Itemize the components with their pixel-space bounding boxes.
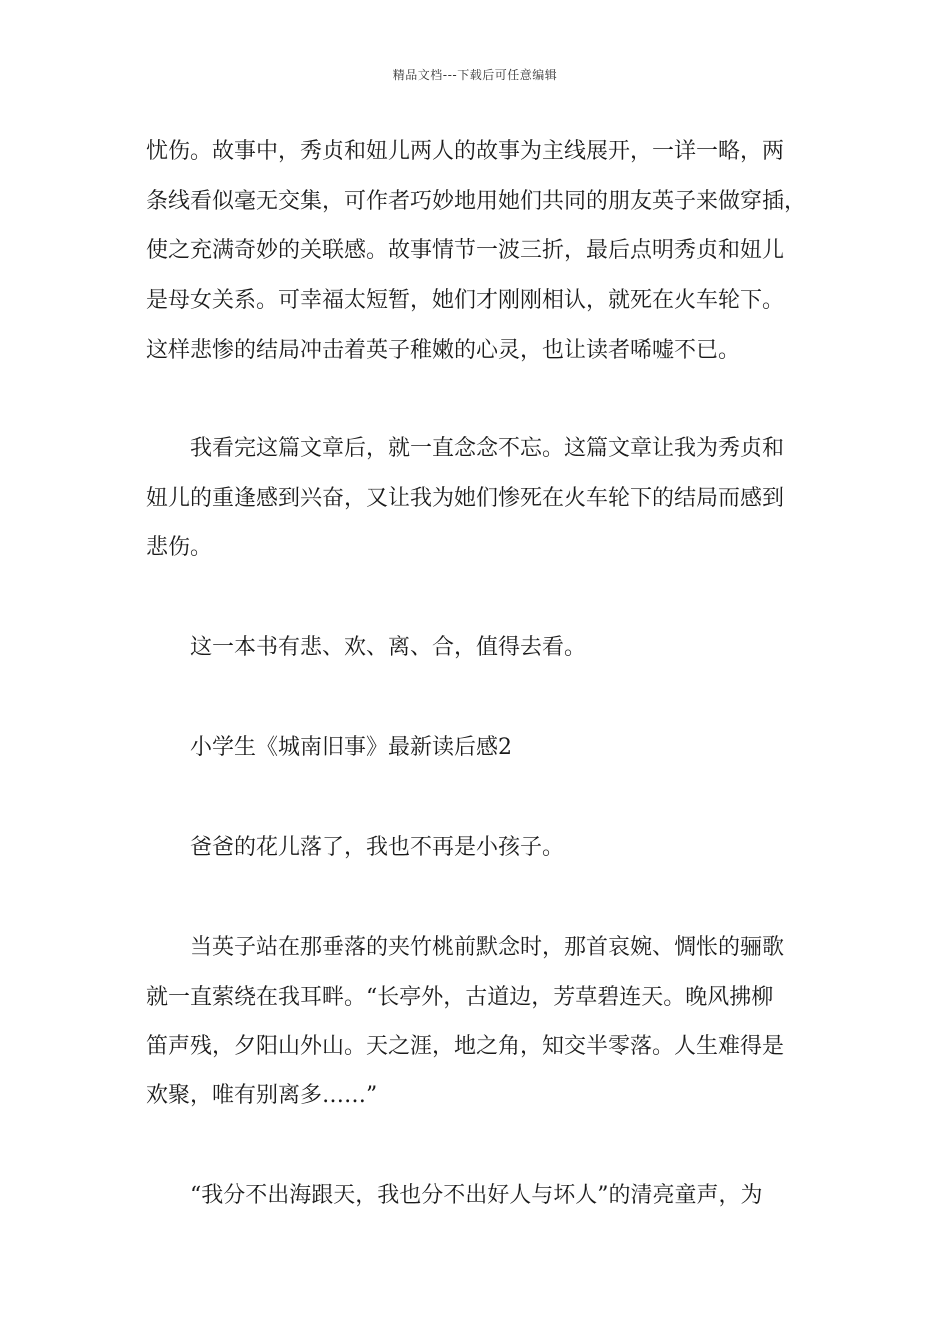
text-line: 当英子站在那垂落的夹竹桃前默念时，那首哀婉、惆怅的骊歌 bbox=[190, 935, 785, 960]
section-heading: 小学生《城南旧事》最新读后感2 bbox=[190, 735, 512, 760]
text-line: 笛声残，夕阳山外山。天之涯，地之角，知交半零落。人生难得是 bbox=[146, 1034, 785, 1059]
text-line: 这样悲惨的结局冲击着英子稚嫩的心灵，也让读者唏嘘不已。 bbox=[146, 338, 741, 363]
text-line: 欢聚，唯有别离多……” bbox=[146, 1083, 378, 1108]
page-header: 精品文档---下载后可任意编辑 bbox=[392, 68, 558, 82]
text-line: 就一直萦绕在我耳畔。“长亭外，古道边，芳草碧连天。晚风拂柳 bbox=[146, 985, 774, 1010]
text-line: 条线看似毫无交集，可作者巧妙地用她们共同的朋友英子来做穿插， bbox=[146, 189, 807, 214]
text-line: 忧伤。故事中，秀贞和妞儿两人的故事为主线展开，一详一略，两 bbox=[146, 139, 785, 164]
text-line: 使之充满奇妙的关联感。故事情节一波三折，最后点明秀贞和妞儿 bbox=[146, 238, 785, 263]
text-line: 我看完这篇文章后，就一直念念不忘。这篇文章让我为秀贞和 bbox=[190, 436, 785, 461]
text-line: 这一本书有悲、欢、离、合，值得去看。 bbox=[190, 635, 587, 660]
text-line: “我分不出海跟天，我也分不出好人与坏人”的清亮童声，为 bbox=[190, 1183, 763, 1208]
text-line: 爸爸的花儿落了，我也不再是小孩子。 bbox=[190, 835, 565, 860]
text-line: 悲伤。 bbox=[146, 535, 213, 560]
text-line: 妞儿的重逢感到兴奋，又让我为她们惨死在火车轮下的结局而感到 bbox=[146, 486, 785, 511]
text-line: 是母女关系。可幸福太短暂，她们才刚刚相认，就死在火车轮下。 bbox=[146, 288, 785, 313]
